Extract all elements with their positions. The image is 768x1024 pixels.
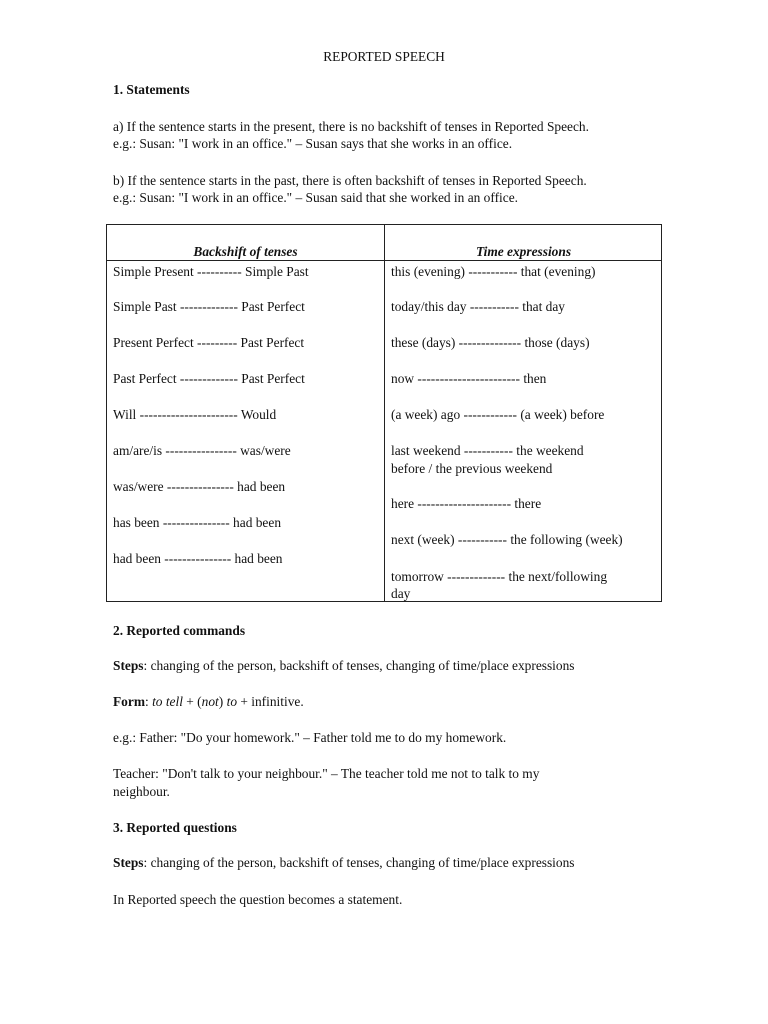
form-rest: + infinitive.	[237, 694, 304, 709]
questions-statement: In Reported speech the question becomes a statement.	[113, 892, 403, 907]
commands-form	[113, 693, 304, 710]
rule-b-text: b) If the sentence starts in the past, there is often backshift of tenses in Reported Speech.	[113, 173, 587, 188]
table-row-left: Simple Present ---------- Simple Past	[113, 264, 309, 279]
commands-steps	[113, 657, 575, 674]
table-row-right: tomorrow ------------- the next/following	[391, 569, 608, 584]
page-title: REPORTED SPEECH	[323, 49, 445, 64]
table-row-right: these (days) -------------- those (days)	[391, 335, 590, 350]
table-row-right: before / the previous weekend	[391, 461, 553, 476]
table-row-left: Will ---------------------- Would	[113, 407, 277, 422]
form-label: Form	[113, 694, 145, 709]
section-heading-reported-questions: 3. Reported questions	[113, 820, 237, 835]
form-plus: + (	[182, 694, 202, 709]
rule-a-text: a) If the sentence starts in the present, there is no backshift of tenses in Reported Speech.	[113, 119, 589, 134]
rule-b-example: e.g.: Susan: "I work in an office." – Susan said that she worked in an office.	[113, 190, 519, 205]
table-row-left: has been --------------- had been	[113, 515, 282, 530]
table-row-right: now ----------------------- then	[391, 371, 547, 386]
commands-example-father: e.g.: Father: "Do your homework." – Father told me to do my homework.	[113, 730, 507, 745]
table-row-right: today/this day ----------- that day	[391, 299, 566, 314]
rule-a-example: e.g.: Susan: "I work in an office." – Susan says that she works in an office.	[113, 136, 513, 151]
table-row-right: next (week) ----------- the following (week)	[391, 532, 623, 547]
section-heading-reported-commands: 2. Reported commands	[113, 623, 246, 638]
steps-text: : changing of the person, backshift of tenses, changing of time/place expressions	[143, 855, 575, 870]
table-header-divider	[107, 260, 661, 261]
table-row-left: am/are/is ---------------- was/were	[113, 443, 291, 458]
table-row-left: Past Perfect ------------- Past Perfect	[113, 371, 305, 386]
steps-label: Steps	[113, 855, 144, 870]
commands-example-teacher-line1: Teacher: "Don't talk to your neighbour." – The teacher told me not to talk to my	[113, 766, 540, 781]
table-row-right: day	[391, 586, 411, 601]
section-heading-statements: 1. Statements	[113, 82, 190, 97]
table-row-left: had been --------------- had been	[113, 551, 283, 566]
commands-example-teacher-line2: neighbour.	[113, 784, 170, 799]
steps-label: Steps	[113, 658, 144, 673]
questions-steps	[113, 854, 575, 871]
table-header-backshift: Backshift of tenses	[193, 244, 298, 259]
table-row-left: was/were --------------- had been	[113, 479, 286, 494]
table-row-right: last weekend ----------- the weekend	[391, 443, 584, 458]
table-column-divider	[384, 225, 385, 601]
table-header-time-expressions: Time expressions	[475, 244, 572, 259]
form-not: not	[201, 694, 219, 709]
table-row-right: (a week) ago ------------ (a week) before	[391, 407, 605, 422]
form-to: to	[226, 694, 238, 709]
table-row-left: Present Perfect --------- Past Perfect	[113, 335, 305, 350]
form-separator: :	[144, 694, 153, 709]
steps-text: : changing of the person, backshift of tenses, changing of time/place expressions	[143, 658, 575, 673]
table-row-left: Simple Past ------------- Past Perfect	[113, 299, 305, 314]
form-paren: )	[218, 694, 227, 709]
table-row-right: this (evening) ----------- that (evening)	[391, 264, 596, 279]
tense-table	[106, 224, 662, 602]
table-row-right: here --------------------- there	[391, 496, 542, 511]
form-to-tell: to tell	[152, 694, 183, 709]
